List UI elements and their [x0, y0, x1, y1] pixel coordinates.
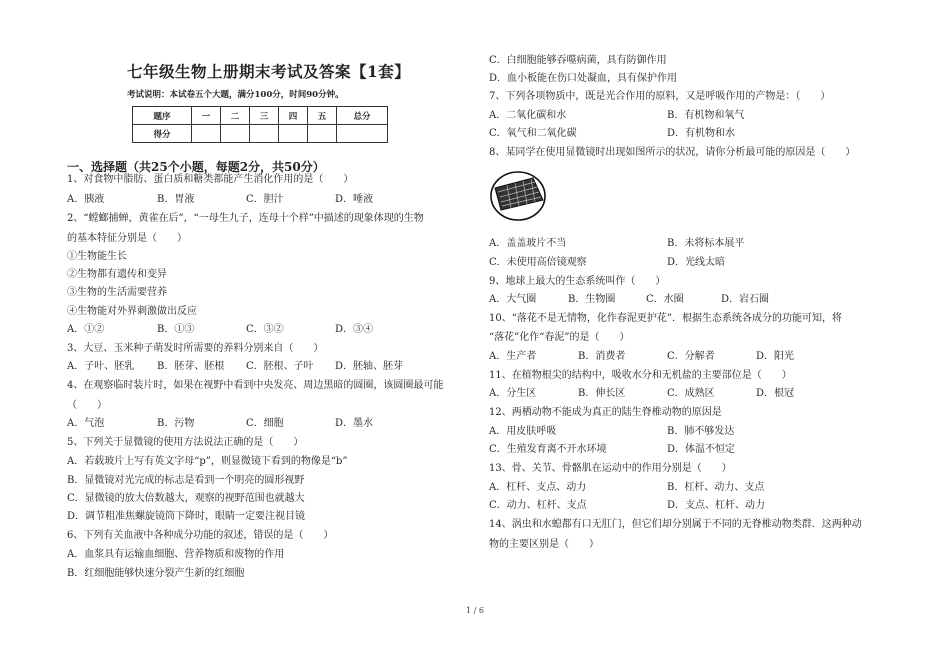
question-stem: 6、下列有关血液中各种成分功能的叙述，错误的是（ ） — [67, 530, 334, 541]
option-a: A．二氧化碳和水 — [489, 110, 567, 121]
option-c: C．胆汁 — [246, 194, 284, 205]
option-c: C．氧气和二氧化碳 — [489, 128, 577, 139]
option-c: C．动力、杠杆、支点 — [489, 500, 587, 511]
option-c: C．未使用高倍镜观察 — [489, 257, 587, 268]
question-stem: 1、对食物中脂肪、蛋白质和糖类都能产生消化作用的是（ ） — [67, 174, 354, 185]
option-a: A．胰液 — [67, 194, 105, 205]
page-number: 1 / 6 — [466, 606, 484, 615]
question-stem: 10、“落花不是无情物，化作春泥更护花”．根据生态系统各成分的功能可知，将 — [489, 313, 842, 324]
option-c: C．白细胞能够吞噬病菌，具有防御作用 — [489, 55, 667, 66]
question-stem: 14、涡虫和水螅都有口无肛门，但它们却分别属于不同的无脊椎动物类群．这两种动 — [489, 519, 862, 530]
score-cell[interactable] — [192, 125, 221, 143]
option-d: D．岩石圈 — [721, 294, 770, 305]
statement-item: ②生物都有遗传和变异 — [67, 269, 167, 280]
question-stem: 7、下列各项物质中，既是光合作用的原料，又是呼吸作用的产物是：（ ） — [489, 91, 831, 102]
option-b: B．消费者 — [578, 351, 626, 362]
score-cell[interactable] — [250, 125, 279, 143]
option-c: C．③② — [246, 324, 284, 335]
score-header-cell: 三 — [250, 107, 279, 125]
option-b: B．伸长区 — [578, 388, 626, 399]
option-d: D．光线太暗 — [667, 257, 726, 268]
option-d: D．唾液 — [335, 194, 374, 205]
option-b: B．污物 — [157, 418, 195, 429]
option-d: D．③④ — [335, 324, 374, 335]
exam-title: 七年级生物上册期末考试及答案【1套】 — [127, 62, 411, 81]
option-c: C．生殖发育离不开水环境 — [489, 444, 607, 455]
score-header-cell: 五 — [308, 107, 337, 125]
option-a: A．盖盖玻片不当 — [489, 238, 567, 249]
score-header-cell: 题序 — [133, 107, 192, 125]
option-d: D．胚轴、胚芽 — [335, 361, 404, 372]
option-c: C．显微镜的放大倍数越大，观察的视野范围也就越大 — [67, 493, 305, 504]
question-stem: 8、某同学在使用显微镜时出现如图所示的状况，请你分析最可能的原因是（ ） — [489, 147, 856, 158]
microscope-field-figure — [489, 170, 547, 222]
option-a: A．血浆具有运输血细胞、营养物质和废物的作用 — [67, 549, 285, 560]
option-a: A．子叶、胚乳 — [67, 361, 135, 372]
score-header-cell: 二 — [221, 107, 250, 125]
option-b: B．生物圈 — [568, 294, 616, 305]
section-heading: 一、选择题（共25个小题，每题2分，共50分） — [67, 160, 325, 174]
option-b: B．胃液 — [157, 194, 195, 205]
option-d: D．调节粗准焦螺旋镜筒下降时，眼睛一定要注视目镜 — [67, 511, 306, 522]
question-stem: 12、两栖动物不能成为真正的陆生脊椎动物的原因是 — [489, 407, 722, 418]
score-header-cell: 一 — [192, 107, 221, 125]
option-d: D．体温不恒定 — [667, 444, 736, 455]
option-b: B．有机物和氧气 — [667, 110, 745, 121]
option-a: A．用皮肤呼吸 — [489, 426, 557, 437]
question-stem: 2、“螳螂捕蝉，黄雀在后”，“一母生九子，连母十个样”中描述的现象体现的生物 — [67, 213, 424, 224]
question-stem: （ ） — [67, 400, 107, 411]
score-cell[interactable] — [221, 125, 250, 143]
exam-note: 考试说明：本试卷五个大题，满分100分，时间90分钟。 — [127, 90, 344, 100]
option-c: C．成熟区 — [667, 388, 715, 399]
option-b: B．未将标本展平 — [667, 238, 745, 249]
question-stem: 的基本特征分别是（ ） — [67, 233, 187, 244]
option-a: A．大气圈 — [489, 294, 537, 305]
statement-item: ③生物的生活需要营养 — [67, 287, 167, 298]
question-stem: 5、下列关于显微镜的使用方法说法正确的是（ ） — [67, 437, 304, 448]
option-d: D．血小板能在伤口处凝血，具有保护作用 — [489, 73, 678, 84]
question-stem: 13、骨、关节、骨骼肌在运动中的作用分别是（ ） — [489, 463, 732, 474]
option-c: C．水圈 — [646, 294, 684, 305]
score-table — [132, 106, 388, 143]
option-a: A．气泡 — [67, 418, 105, 429]
option-b: B．红细胞能够快速分裂产生新的红细胞 — [67, 568, 245, 579]
question-stem: 物的主要区别是（ ） — [489, 539, 599, 550]
score-table-header-row — [133, 107, 388, 125]
question-stem: 3、大豆、玉米种子萌发时所需要的养料分别来自（ ） — [67, 343, 324, 354]
option-a: A．分生区 — [489, 388, 537, 399]
option-c: C．细胞 — [246, 418, 284, 429]
option-d: D．墨水 — [335, 418, 374, 429]
option-d: D．阳光 — [756, 351, 795, 362]
option-d: D．支点、杠杆、动力 — [667, 500, 766, 511]
score-header-cell: 四 — [279, 107, 308, 125]
score-header-cell: 总分 — [337, 107, 388, 125]
question-stem: 9、地球上最大的生态系统叫作（ ） — [489, 276, 666, 287]
option-a: A．杠杆、支点、动力 — [489, 482, 587, 493]
score-cell[interactable] — [308, 125, 337, 143]
option-b: B．肺不够发达 — [667, 426, 735, 437]
option-a: A．①② — [67, 324, 105, 335]
option-a: A．若载玻片上写有英文字母“p”，则显微镜下看到的物像是“b” — [67, 456, 348, 467]
question-stem: 4、在观察临时装片时，如果在视野中看到中央发亮、周边黑暗的圆圈，该圆圈最可能 — [67, 380, 444, 391]
score-row-label: 得分 — [133, 125, 192, 143]
score-cell[interactable] — [337, 125, 388, 143]
option-d: D．根冠 — [756, 388, 795, 399]
option-d: D．有机物和水 — [667, 128, 736, 139]
statement-item: ①生物能生长 — [67, 251, 127, 262]
option-b: B．杠杆、动力、支点 — [667, 482, 765, 493]
option-b: B．显微镜对光完成的标志是看到一个明亮的圆形视野 — [67, 475, 305, 486]
option-c: C．胚根、子叶 — [246, 361, 314, 372]
question-stem: 11、在植物根尖的结构中，吸收水分和无机盐的主要部位是（ ） — [489, 370, 792, 381]
statement-item: ④生物能对外界刺激做出反应 — [67, 306, 197, 317]
question-stem: “落花”化作“春泥”的是（ ） — [489, 332, 630, 343]
score-table-score-row — [133, 125, 388, 143]
option-b: B．①③ — [157, 324, 195, 335]
option-b: B．胚芽、胚根 — [157, 361, 225, 372]
score-cell[interactable] — [279, 125, 308, 143]
option-c: C．分解者 — [667, 351, 715, 362]
option-a: A．生产者 — [489, 351, 537, 362]
